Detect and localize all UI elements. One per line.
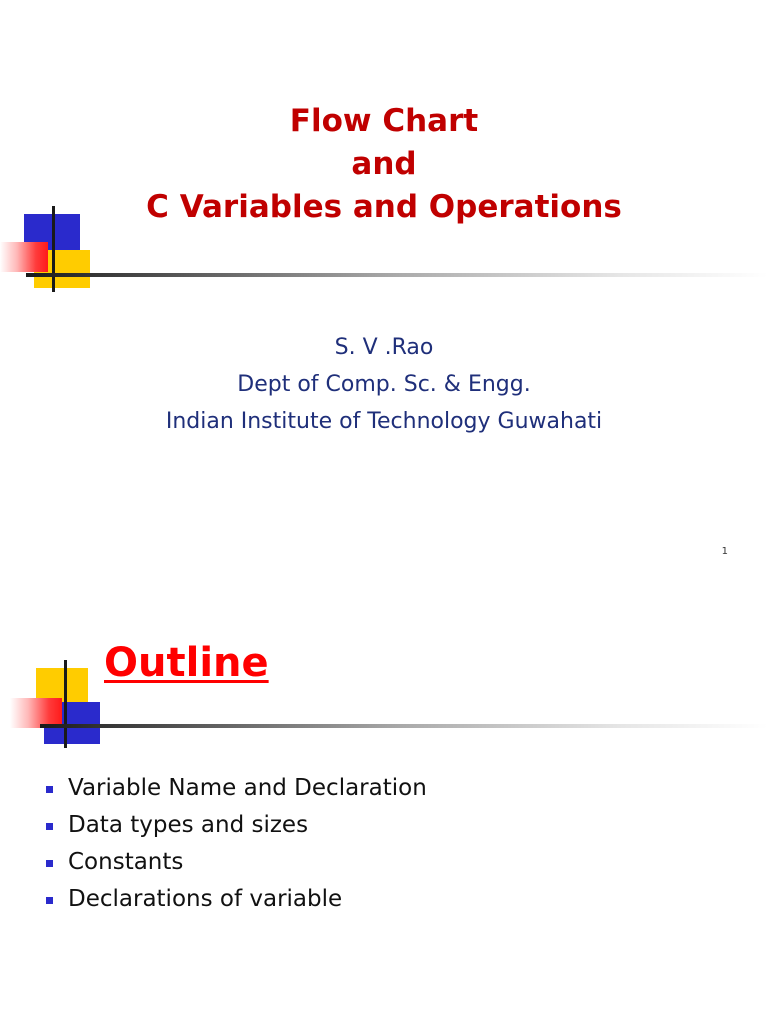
page-number: 1: [721, 546, 728, 557]
bullet-square-icon: [46, 860, 53, 867]
deco-yellow-square-2: [36, 668, 88, 702]
list-item: [46, 807, 427, 844]
bullet-square-icon: [46, 897, 53, 904]
author-name: S. V .Rao: [334, 335, 434, 360]
list-item: [46, 770, 427, 807]
title-line-2: and: [351, 146, 417, 182]
deco-horizontal-line-2: [40, 724, 768, 728]
list-item-text: Variable Name and Declaration: [68, 775, 427, 801]
list-item: [46, 844, 427, 881]
deco-vertical-line-2: [64, 660, 67, 748]
bullet-square-icon: [46, 823, 53, 830]
outline-list: [46, 770, 427, 918]
list-item: [46, 881, 427, 918]
title-line-1: Flow Chart: [289, 103, 479, 139]
bullet-square-icon: [46, 786, 53, 793]
list-item-text: Data types and sizes: [68, 812, 309, 838]
author-institute: Indian Institute of Technology Guwahati: [165, 409, 603, 434]
author-dept: Dept of Comp. Sc. & Engg.: [237, 372, 531, 397]
outline-title: Outline: [104, 640, 269, 686]
list-item-text: Constants: [68, 849, 184, 875]
list-item-text: Declarations of variable: [68, 886, 343, 912]
title-line-3: C Variables and Operations: [146, 189, 622, 225]
